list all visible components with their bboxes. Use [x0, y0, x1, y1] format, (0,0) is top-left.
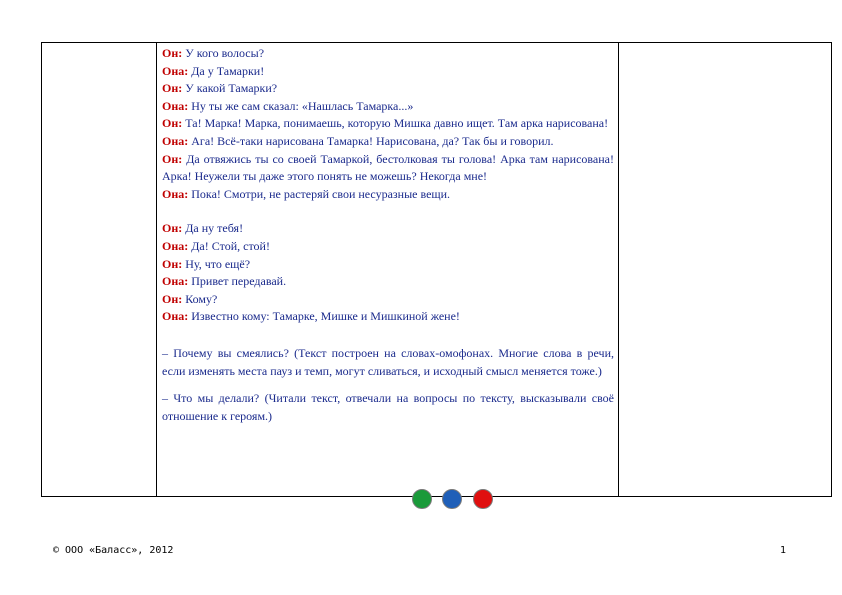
line-text: Кому?	[182, 291, 218, 306]
dialogue-line	[162, 220, 614, 238]
line-text: Да у Тамарки!	[188, 63, 265, 78]
speaker-label: Она:	[162, 238, 189, 253]
speaker-label: Он:	[162, 256, 183, 271]
speaker-label: Она:	[162, 63, 189, 78]
line-text: Ну ты же сам сказал: «Нашлась Тамарка...»	[188, 98, 414, 113]
page-number: 1	[780, 545, 787, 556]
speaker-label: Она:	[162, 274, 189, 289]
line-text: Да ну тебя!	[182, 221, 244, 236]
lesson-table	[41, 42, 832, 497]
line-text: У какой Тамарки?	[182, 81, 278, 96]
speaker-label: Она:	[162, 309, 189, 324]
speaker-label: Он:	[162, 291, 183, 306]
teacher-question-1: – Почему вы смеялись? (Текст построен на словах-омофонах. Многие слова в речи, если изменять места пауз и темп, могут сливаться, и исходный смысл меняется тоже.)	[162, 345, 614, 378]
column-divider-right	[618, 43, 619, 496]
column-divider-left	[156, 43, 157, 496]
speaker-label: Он:	[162, 116, 183, 131]
dialogue-line	[162, 45, 614, 63]
dialogue-block-1	[162, 45, 614, 203]
dialogue-line	[162, 98, 614, 116]
speaker-label: Она:	[162, 133, 189, 148]
assessment-dots	[412, 489, 502, 513]
line-text: Привет передавай.	[188, 274, 287, 289]
speaker-label: Она:	[162, 186, 189, 201]
line-text: Да отвяжись ты со своей Тамаркой, бестолковая ты голова! Арка там нарисована! Арка! Неужели ты даже этого понять не можешь? Некогда мне!	[162, 151, 614, 184]
teacher-question-2: – Что мы делали? (Читали текст, отвечали на вопросы по тексту, высказывали своё отношение к героям.)	[162, 391, 614, 423]
dialogue-line	[162, 133, 614, 151]
speaker-label: Он:	[162, 221, 183, 236]
speaker-label: Он:	[162, 81, 183, 96]
dialogue-line	[162, 308, 614, 326]
line-text: Пока! Смотри, не растеряй свои несуразные вещи.	[188, 186, 451, 201]
speaker-label: Он:	[162, 151, 183, 166]
red-circle-icon	[473, 489, 493, 509]
line-text: Та! Марка! Марка, понимаешь, которую Мишка давно ищет. Там арка нарисована!	[182, 116, 609, 131]
dialogue-line	[162, 80, 614, 98]
dialogue-line	[162, 256, 614, 274]
speaker-label: Он:	[162, 46, 183, 60]
line-text: У кого волосы?	[182, 46, 265, 60]
dialogue-line	[162, 115, 614, 133]
speaker-label: Она:	[162, 98, 189, 113]
green-circle-icon	[412, 489, 432, 509]
blank-line	[162, 380, 614, 390]
line-text: Известно кому: Тамарке, Мишке и Мишкиной жене!	[188, 309, 460, 324]
blue-circle-icon	[442, 489, 462, 509]
lesson-content	[162, 45, 614, 425]
line-text: Да! Стой, стой!	[188, 238, 270, 253]
dialogue-line	[162, 186, 614, 204]
copyright-footer: © ООО «Баласс», 2012	[53, 545, 174, 556]
line-text: Ну, что ещё?	[182, 256, 251, 271]
dialogue-line	[162, 273, 614, 291]
dialogue-block-2	[162, 220, 614, 326]
dialogue-line	[162, 238, 614, 256]
blank-line	[162, 203, 614, 220]
dialogue-line	[162, 151, 614, 186]
dialogue-line	[162, 63, 614, 81]
line-text: Ага! Всё-таки нарисована Тамарка! Нарисована, да? Так бы и говорил.	[188, 133, 554, 148]
blank-line	[162, 326, 614, 345]
dialogue-line	[162, 291, 614, 309]
